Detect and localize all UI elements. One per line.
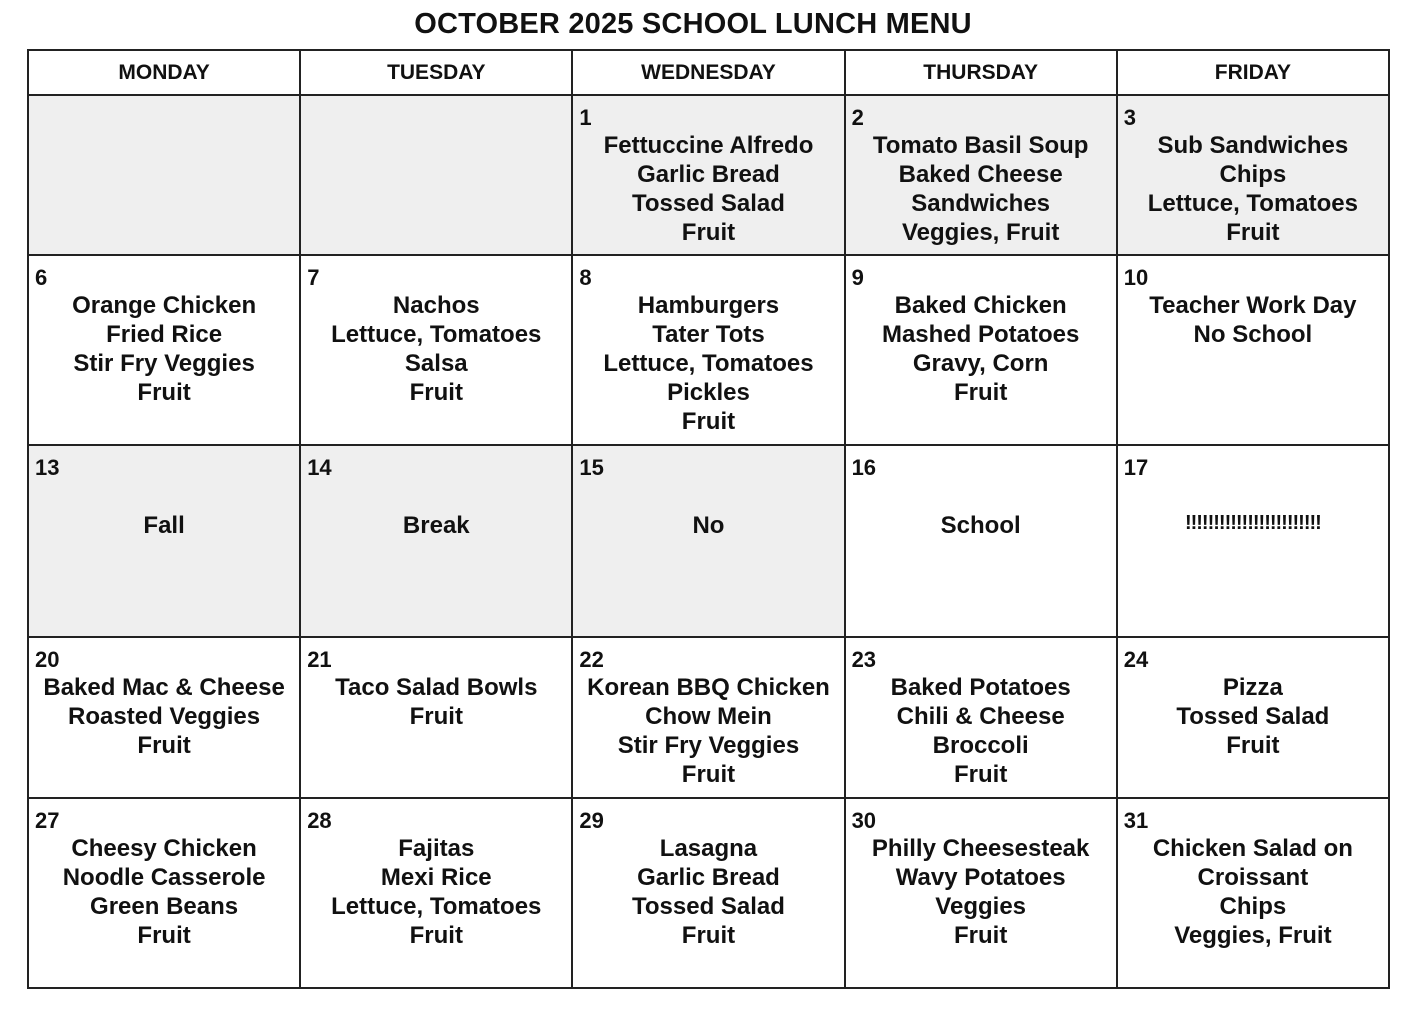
menu-item: Orange Chicken xyxy=(72,292,257,319)
day-cell xyxy=(572,95,844,255)
day-cell xyxy=(300,637,572,798)
week-row xyxy=(28,798,1389,988)
menu-items xyxy=(1118,96,1388,247)
menu-items xyxy=(1118,638,1388,760)
menu-item: Hamburgers xyxy=(637,292,780,319)
menu-item: Lettuce, Tomatoes xyxy=(603,350,814,377)
day-number: 31 xyxy=(1123,808,1149,833)
day-cell xyxy=(572,637,844,798)
day-cell xyxy=(300,445,572,637)
menu-item: Lasagna xyxy=(659,835,758,862)
menu-items xyxy=(846,256,1116,407)
menu-item: Fruit xyxy=(953,379,1008,406)
menu-items xyxy=(1118,799,1388,950)
day-cell xyxy=(28,95,300,255)
week-row xyxy=(28,95,1389,255)
day-number: 9 xyxy=(851,265,864,290)
menu-items xyxy=(301,799,571,950)
menu-item: Baked Potatoes xyxy=(890,674,1071,701)
day-number: 6 xyxy=(35,265,48,290)
menu-item: Fruit xyxy=(681,219,736,246)
menu-item: Green Beans xyxy=(90,893,239,920)
day-cell xyxy=(300,798,572,988)
menu-item: Chow Mein xyxy=(645,703,772,730)
day-cell xyxy=(845,255,1117,445)
day-cell xyxy=(300,95,572,255)
menu-item: Fruit xyxy=(681,408,736,435)
menu-item: Fruit xyxy=(409,703,463,730)
menu-items xyxy=(301,638,571,731)
day-number: 10 xyxy=(1123,265,1149,290)
day-number: 21 xyxy=(307,647,332,672)
menu-item: Broccoli xyxy=(932,732,1029,759)
day-number: 17 xyxy=(1123,455,1149,480)
day-number: 20 xyxy=(35,647,60,672)
menu-item: Fruit xyxy=(681,922,736,949)
weekday-header-thursday: THURSDAY xyxy=(845,50,1117,95)
menu-item: Tossed Salad xyxy=(631,190,785,217)
break-notice-word: No xyxy=(692,512,725,539)
menu-item: Fruit xyxy=(137,922,191,949)
menu-item: Stir Fry Veggies xyxy=(617,732,800,759)
menu-item: Fruit xyxy=(137,379,191,406)
weekday-header-row xyxy=(28,50,1389,95)
menu-items xyxy=(29,638,299,760)
day-cell xyxy=(28,798,300,988)
menu-items xyxy=(29,256,299,407)
day-number: 15 xyxy=(579,455,604,480)
day-number: 2 xyxy=(851,105,864,130)
day-number: 28 xyxy=(307,808,332,833)
lunch-calendar xyxy=(27,49,1390,989)
menu-item: Mexi Rice xyxy=(380,864,492,891)
day-number: 3 xyxy=(1123,105,1136,130)
menu-items xyxy=(846,96,1116,247)
day-number: 16 xyxy=(851,455,877,480)
day-number: 13 xyxy=(35,455,60,480)
menu-item: Nachos xyxy=(392,292,480,319)
week-row xyxy=(28,445,1389,637)
menu-item: Fruit xyxy=(409,922,463,949)
day-cell xyxy=(1117,637,1389,798)
menu-item: Tossed Salad xyxy=(631,893,785,920)
menu-item: Fruit xyxy=(1226,219,1280,246)
menu-item: Sub Sandwiches xyxy=(1157,132,1349,159)
page-title: OCTOBER 2025 SCHOOL LUNCH MENU xyxy=(414,8,972,40)
menu-items xyxy=(1118,256,1388,349)
day-cell xyxy=(28,445,300,637)
menu-item: Wavy Potatoes xyxy=(895,864,1066,891)
week-row xyxy=(28,637,1389,798)
day-cell xyxy=(572,798,844,988)
menu-item: Pizza xyxy=(1222,674,1283,701)
menu-item: Tater Tots xyxy=(652,321,765,348)
break-notice-word: Break xyxy=(402,512,470,539)
menu-item: No School xyxy=(1193,321,1313,348)
menu-items xyxy=(846,638,1116,789)
weekday-header-monday: MONDAY xyxy=(28,50,300,95)
menu-items xyxy=(573,96,843,247)
menu-item: Stir Fry Veggies xyxy=(73,350,255,377)
menu-items xyxy=(29,799,299,950)
weekday-header-friday: FRIDAY xyxy=(1117,50,1389,95)
day-cell xyxy=(845,95,1117,255)
menu-item: Tomato Basil Soup xyxy=(872,132,1089,159)
menu-item: Korean BBQ Chicken xyxy=(587,674,830,701)
menu-item: Fajitas xyxy=(398,835,475,862)
menu-item: Sandwiches xyxy=(911,190,1051,217)
break-notice-word: Fall xyxy=(143,512,185,539)
menu-item: Lettuce, Tomatoes xyxy=(1147,190,1358,217)
menu-item: Gravy, Corn xyxy=(912,350,1049,377)
day-cell xyxy=(845,637,1117,798)
week-row xyxy=(28,255,1389,445)
day-number: 14 xyxy=(307,455,332,480)
menu-items xyxy=(301,256,571,407)
menu-item: Fruit xyxy=(137,732,191,759)
menu-item: Lettuce, Tomatoes xyxy=(331,321,542,348)
menu-item: Fruit xyxy=(409,379,463,406)
menu-item: Chips xyxy=(1219,161,1287,188)
menu-item: Chicken Salad on xyxy=(1152,835,1353,862)
menu-item: Baked Chicken xyxy=(894,292,1067,319)
day-number: 1 xyxy=(579,105,592,130)
menu-item: Noodle Casserole xyxy=(62,864,266,891)
menu-item: Veggies xyxy=(935,893,1027,920)
menu-item: Fruit xyxy=(681,761,736,788)
menu-item: Taco Salad Bowls xyxy=(335,674,538,701)
menu-item: Fruit xyxy=(1226,732,1280,759)
day-cell xyxy=(1117,255,1389,445)
menu-item: Philly Cheesesteak xyxy=(871,835,1090,862)
menu-items xyxy=(573,638,843,789)
menu-item: Roasted Veggies xyxy=(68,703,261,730)
day-cell xyxy=(28,637,300,798)
day-number: 29 xyxy=(579,808,604,833)
menu-item: Baked Mac & Cheese xyxy=(43,674,285,701)
menu-item: Veggies, Fruit xyxy=(1174,922,1332,949)
menu-item: Veggies, Fruit xyxy=(901,219,1060,246)
menu-item: Croissant xyxy=(1197,864,1309,891)
day-number: 27 xyxy=(35,808,60,833)
day-number: 30 xyxy=(851,808,877,833)
day-number: 22 xyxy=(579,647,604,672)
menu-item: Fruit xyxy=(953,922,1008,949)
menu-item: Chips xyxy=(1219,893,1287,920)
menu-item: Fettuccine Alfredo xyxy=(603,132,814,159)
menu-item: Fruit xyxy=(953,761,1008,788)
break-notice-word: School xyxy=(940,512,1021,539)
menu-item: Garlic Bread xyxy=(637,161,780,188)
day-cell xyxy=(300,255,572,445)
day-cell xyxy=(572,445,844,637)
menu-item: Garlic Bread xyxy=(637,864,780,891)
day-number: 7 xyxy=(307,265,320,290)
menu-item: Fried Rice xyxy=(106,321,223,348)
day-cell xyxy=(1117,445,1389,637)
day-number: 23 xyxy=(851,647,877,672)
day-number: 8 xyxy=(579,265,592,290)
day-cell xyxy=(572,255,844,445)
menu-items xyxy=(846,799,1116,950)
day-cell xyxy=(845,798,1117,988)
break-notice-word: !!!!!!!!!!!!!!!!!!!!!!!! xyxy=(1184,512,1321,534)
menu-item: Salsa xyxy=(404,350,468,377)
menu-item: Mashed Potatoes xyxy=(881,321,1080,348)
day-cell xyxy=(845,445,1117,637)
weekday-header-tuesday: TUESDAY xyxy=(300,50,572,95)
menu-item: Cheesy Chicken xyxy=(71,835,257,862)
day-cell xyxy=(1117,798,1389,988)
menu-item: Tossed Salad xyxy=(1176,703,1330,730)
day-cell xyxy=(28,255,300,445)
day-cell xyxy=(1117,95,1389,255)
menu-item: Pickles xyxy=(667,379,750,406)
menu-item: Baked Cheese xyxy=(898,161,1063,188)
weekday-header-wednesday: WEDNESDAY xyxy=(572,50,844,95)
menu-items xyxy=(573,799,843,950)
menu-items xyxy=(573,256,843,436)
day-number: 24 xyxy=(1123,647,1149,672)
menu-item: Teacher Work Day xyxy=(1149,292,1357,319)
menu-item: Chili & Cheese xyxy=(896,703,1065,730)
menu-item: Lettuce, Tomatoes xyxy=(331,893,542,920)
